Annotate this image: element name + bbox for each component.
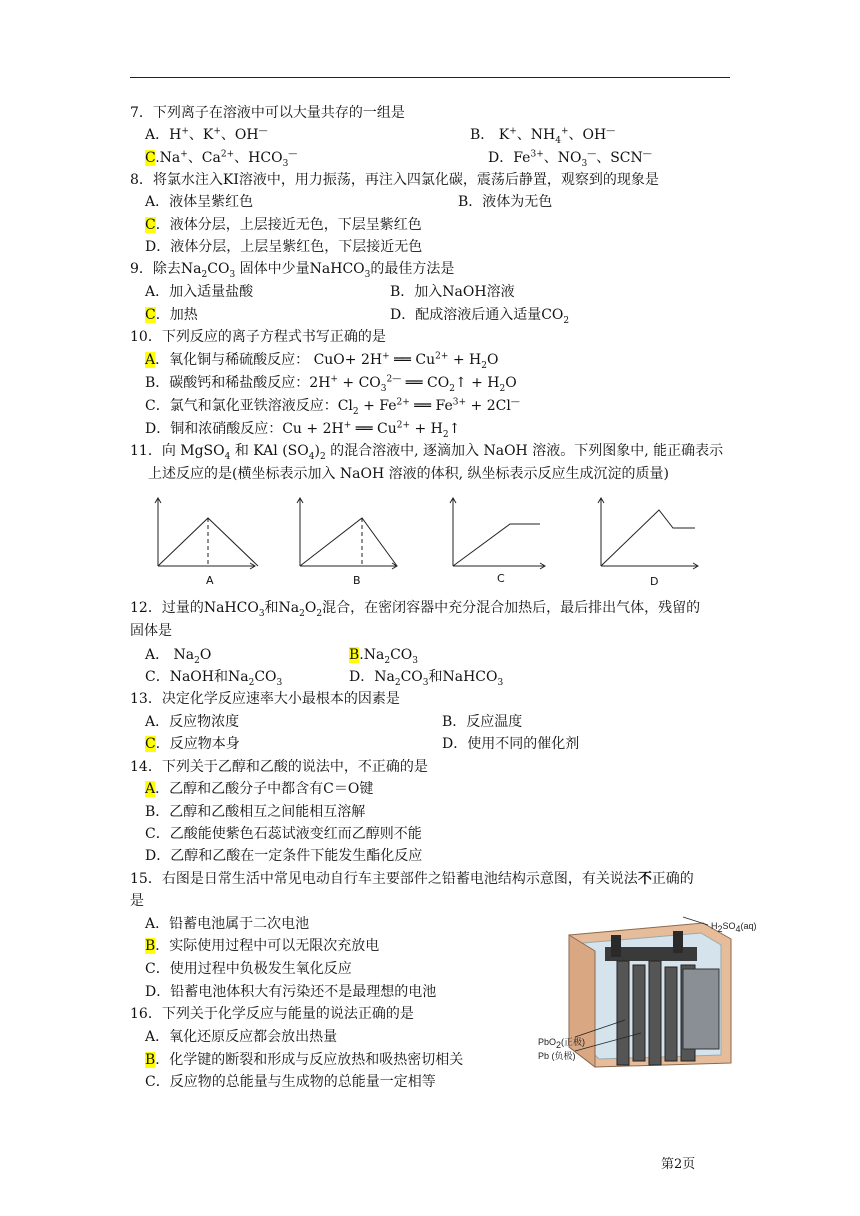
- q15-stem-line2: 是: [130, 893, 144, 909]
- q8-option-b: B．液体为无色: [458, 194, 553, 210]
- q9-stem: 9．除去$Na_2CO_3$ 固体中少量NaHCO$_3$的最佳方法是: [130, 261, 455, 280]
- graph-d: [593, 494, 713, 576]
- answer-highlight: B: [145, 1052, 156, 1068]
- curve: [453, 524, 540, 566]
- q9-option-a: A．加入适量盐酸: [145, 284, 254, 300]
- q8-option-d: D．液体分层，上层呈紫红色，下层接近无色: [145, 239, 423, 255]
- q15-option-a: A．铅蓄电池属于二次电池: [145, 916, 310, 932]
- header-rule: [130, 77, 730, 78]
- graph-d-label: D: [650, 575, 659, 588]
- curve: [601, 510, 695, 566]
- q13-option-a: A．反应物浓度: [145, 714, 240, 730]
- q9-option-d: D．配成溶液后通入适量$CO_2$: [390, 307, 570, 326]
- graph-a-label: A: [206, 574, 214, 587]
- answer-highlight: C: [145, 307, 156, 323]
- q12-stem-line2: 固体是: [130, 623, 172, 639]
- answer-highlight: B: [145, 938, 156, 954]
- q11-stem-line2: 上述反应的是(横坐标表示加入 NaOH 溶液的体积, 纵坐标表示反应生成沉淀的质量): [148, 466, 670, 482]
- answer-highlight: B: [349, 647, 360, 663]
- q15-stem-line1: 15．右图是日常生活中常见电动自行车主要部件之铅蓄电池结构示意图，有关说法不正确的: [130, 871, 694, 887]
- q12-option-b: $B.Na_2CO_3$: [349, 647, 419, 666]
- answer-highlight: A: [145, 781, 156, 797]
- q14-option-c: C．乙酸能使紫色石蕊试液变红而乙醇则不能: [145, 826, 422, 842]
- q15-option-b: B．实际使用过程中可以无限次充放电: [145, 938, 380, 954]
- q13-option-d: D．使用不同的催化剂: [442, 736, 580, 752]
- q12-option-d: D．$Na_2CO_3$和NaHCO$_3$: [349, 669, 504, 688]
- q14-option-d: D．乙醇和乙酸在一定条件下能发生酯化反应: [145, 848, 423, 864]
- q13-option-b: B．反应温度: [442, 714, 523, 730]
- graph-c-label: C: [497, 572, 505, 585]
- answer-highlight: C: [145, 736, 156, 752]
- q13-stem: 13．决定化学反应速率大小最根本的因素是: [130, 691, 400, 707]
- q14-option-a: A．乙醇和乙酸分子中都含有C＝O键: [145, 781, 374, 797]
- q16-option-b: B．化学键的断裂和形成与反应放热和吸热密切相关: [145, 1052, 464, 1068]
- q7-option-c: C.Na+、$Ca^{2+}$、$HCO_3^—$: [145, 149, 298, 169]
- q12-option-a: A． $Na_2O$: [145, 647, 212, 666]
- answer-highlight: A: [145, 352, 156, 368]
- q16-option-a: A．氧化还原反应都会放出热量: [145, 1029, 338, 1045]
- q10-option-c: C．氯气和氯化亚铁溶液反应：$Cl_2 + Fe^{2+}$ ══ $Fe^{3+} + 2Cl^—$: [145, 397, 520, 417]
- q12-option-c: C．NaOH和$Na_2CO_3$: [145, 669, 283, 688]
- lead-acid-battery-diagram: [533, 905, 763, 1070]
- q15-option-c: C．使用过程中负极发生氧化反应: [145, 961, 352, 977]
- answer-highlight: C: [145, 150, 156, 166]
- q15-option-d: D．铅蓄电池体积大有污染还不是最理想的电池: [145, 984, 437, 1000]
- graph-c: [445, 494, 555, 576]
- answer-highlight: C: [145, 217, 156, 233]
- label-cathode: PbO$_2$(正极): [538, 1037, 586, 1050]
- graph-b: [292, 494, 412, 576]
- q10-option-d: D．铜和浓硝酸反应：Cu + 2H+ ══ $Cu^{2+}$ + $H_2↑$: [145, 420, 461, 440]
- q8-option-c: C．液体分层，上层接近无色，下层呈紫红色: [145, 217, 422, 233]
- q7-option-a: A．H+、K+、OH—: [145, 126, 268, 143]
- q8-option-a: A．液体呈紫红色: [145, 194, 254, 210]
- q11-stem-line1: 11．向 MgSO$_4$ 和 KAl $(SO_4)_2$ 的混合溶液中, 逐滴加入 NaOH 溶液。下列图象中, 能正确表示: [130, 443, 724, 462]
- q9-option-b: B．加入NaOH溶液: [390, 284, 515, 300]
- q7-option-d: D．$Fe^{3+}$、$NO_3^—$、SCN—: [488, 149, 652, 169]
- graph-a: [150, 494, 270, 576]
- q8-stem: 8．将氯水注入KI溶液中，用力振荡，再注入四氯化碳，震荡后静置，观察到的现象是: [130, 172, 659, 188]
- label-electrolyte: $H_2SO_4(aq)$: [711, 921, 757, 934]
- q16-stem: 16．下列关于化学反应与能量的说法正确的是: [130, 1006, 414, 1022]
- page-number: 第2页: [661, 1157, 696, 1172]
- q10-option-a: A．氧化铜与稀硫酸反应： CuO+ 2H+ ══ $Cu^{2+} + H_2O$: [145, 351, 499, 371]
- q7-stem: 7．下列离子在溶液中可以大量共存的一组是: [130, 105, 405, 121]
- q16-option-c: C．反应物的总能量与生成物的总能量一定相等: [145, 1074, 436, 1090]
- curve: [300, 518, 397, 566]
- graph-b-label: B: [353, 574, 361, 587]
- q10-option-b: B．碳酸钙和稀盐酸反应：$2H^+ + CO_3^{2—}$ ══ $CO_2↑ + H_2O$: [145, 374, 517, 394]
- q9-option-c: C．加热: [145, 307, 198, 323]
- q14-stem: 14．下列关于乙醇和乙酸的说法中，不正确的是: [130, 759, 428, 775]
- q13-option-c: C．反应物本身: [145, 736, 240, 752]
- label-anode: Pb (负极): [538, 1051, 576, 1061]
- q14-option-b: B．乙醇和乙酸相互之间能相互溶解: [145, 804, 366, 820]
- q7-option-b: B． K+、$NH_4^+$、OH—: [470, 126, 616, 146]
- q10-stem: 10．下列反应的离子方程式书写正确的是: [130, 329, 386, 345]
- q12-stem-line1: 12．过量的NaHCO$_3$和$Na_2O_2$混合，在密闭容器中充分混合加热后，最后排出气体，残留的: [130, 600, 701, 619]
